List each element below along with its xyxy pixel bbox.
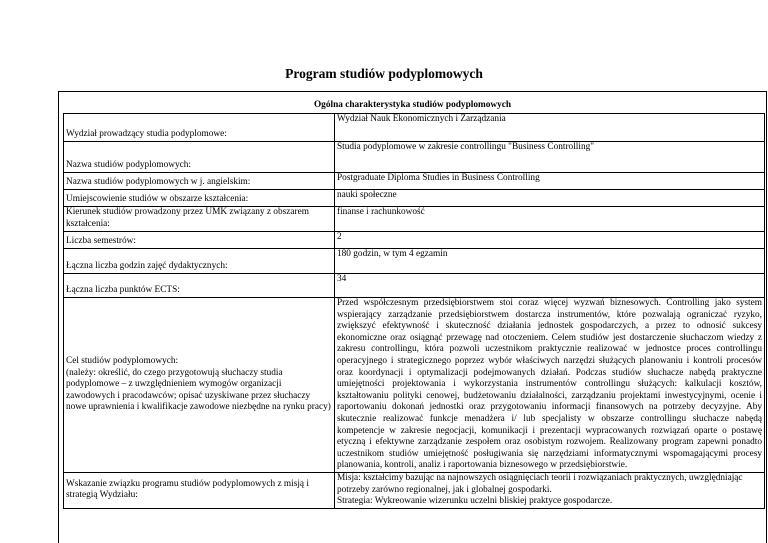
document-title: Program studiów podyplomowych — [285, 66, 483, 81]
row-label: Łączna liczba godzin zajęć dydaktycznych: — [64, 249, 335, 274]
table-row — [64, 232, 765, 249]
row-value: nauki społeczne — [335, 190, 765, 207]
row-value: finanse i rachunkowość — [335, 207, 765, 232]
row-value: Studia podyplomowe w zakresie controllingu "Business Controlling" — [335, 142, 765, 173]
row-value: 34 — [335, 274, 765, 298]
table-row — [64, 114, 765, 142]
table-row — [64, 207, 765, 232]
row-value: Wydział Nauk Ekonomicznych i Zarządzania — [335, 114, 765, 142]
table-row — [64, 249, 765, 274]
row-label: Kierunek studiów prowadzony przez UMK związany z obszarem kształcenia: — [64, 207, 335, 232]
table-row — [64, 190, 765, 207]
table-row — [64, 298, 765, 473]
table-heading: Ogólna charakterystyka studiów podyplomowych — [313, 100, 512, 110]
table-row — [64, 173, 765, 190]
row-label: Liczba semestrów: — [64, 232, 335, 249]
row-label: Nazwa studiów podyplomowych: — [64, 142, 335, 173]
table-row — [64, 142, 765, 173]
characteristics-table — [63, 113, 765, 509]
row-label: Nazwa studiów podyplomowych w j. angielskim: — [64, 173, 335, 190]
row-label: Cel studiów podyplomowych: (należy: określić, do czego przygotowują słuchaczy studia podyplomowe – z uwzględnieniem wymogów organizacji zawodowych i pracodawców; opisać uzyskiwane przez słuchaczy nowe uprawnienia i kwalifikacje zawodowe niezbędne na rynku pracy) — [64, 298, 335, 473]
row-label: Łączna liczba punktów ECTS: — [64, 274, 335, 298]
table-row — [64, 274, 765, 298]
row-value: Misja: kształcimy bazując na najnowszych osiągnięciach teorii i rozwiązaniach praktycznych, uwzględniając potrzeby zarówno regionalnej, jak i globalnej gospodarki. Strategia: Wykreowanie wizerunku uczelni bliskiej praktyce gospodarcze. — [335, 472, 765, 508]
row-value: 180 godzin, w tym 4 egzamin — [335, 249, 765, 274]
row-value: Postgraduate Diploma Studies in Business Controlling — [335, 173, 765, 190]
row-label: Wskazanie związku programu studiów podyplomowych z misją i strategią Wydziału: — [64, 472, 335, 508]
row-value: 2 — [335, 232, 765, 249]
row-label: Umiejscowienie studiów w obszarze kształcenia: — [64, 190, 335, 207]
row-value: Przed współczesnym przedsiębiorstwem stoi coraz więcej wyzwań biznesowych. Controlling jako system wspierający zarządzanie przedsiębiorstwem dostarcza instrumentów, które pozwalają ograniczać ryzyko, zwiększyć efektywność i skuteczność działania jednostek gospodarczych, a przez to odnosić sukcesy ekonomiczne oraz osiągnąć przewagę nad otoczeniem. Celem studiów jest dostarczenie słuchaczom wiedzy z zakresu controllingu, która pozwoli uczestnikom praktycznie realizować w jednostce proces controllingu operacyjnego i strategicznego poprzez wybór właściwych narzędzi służących planowaniu i kontroli procesów oraz koordynacji i optymalizacji podejmowanych działań. Podczas studiów słuchacze nabędą praktyczne umiejętności projektowania i wykorzystania instrumentów controllingu służących: kalkulacji kosztów, kształtowaniu polityki cenowej, budżetowaniu działalności, zarządzaniu projektami inwestycyjnymi, ocenie i raportowaniu dokonań jednostki oraz przygotowaniu informacji finansowych na potrzeby decyzyjne. Aby skutecznie realizować funkcje menadżera i/ lub specjalisty w obszarze controllingu słuchacze nabędą kompetencje w zakresie negocjacji, komunikacji i prezentacji wypracowanych rozwiązań oparte o postawę etyczną i efektywne zarządzanie zespołem oraz osobistym rozwojem. Realizowany program zapewni ponadto uczestnikom studiów umiejętność posługiwania się narzędziami informatycznymi wspomagającymi procesy planowania, kontroli, analiz i raportowania biznesowego w przedsiębiorstwie. — [335, 298, 765, 473]
row-label: Wydział prowadzący studia podyplomowe: — [64, 114, 335, 142]
table-row — [64, 472, 765, 508]
